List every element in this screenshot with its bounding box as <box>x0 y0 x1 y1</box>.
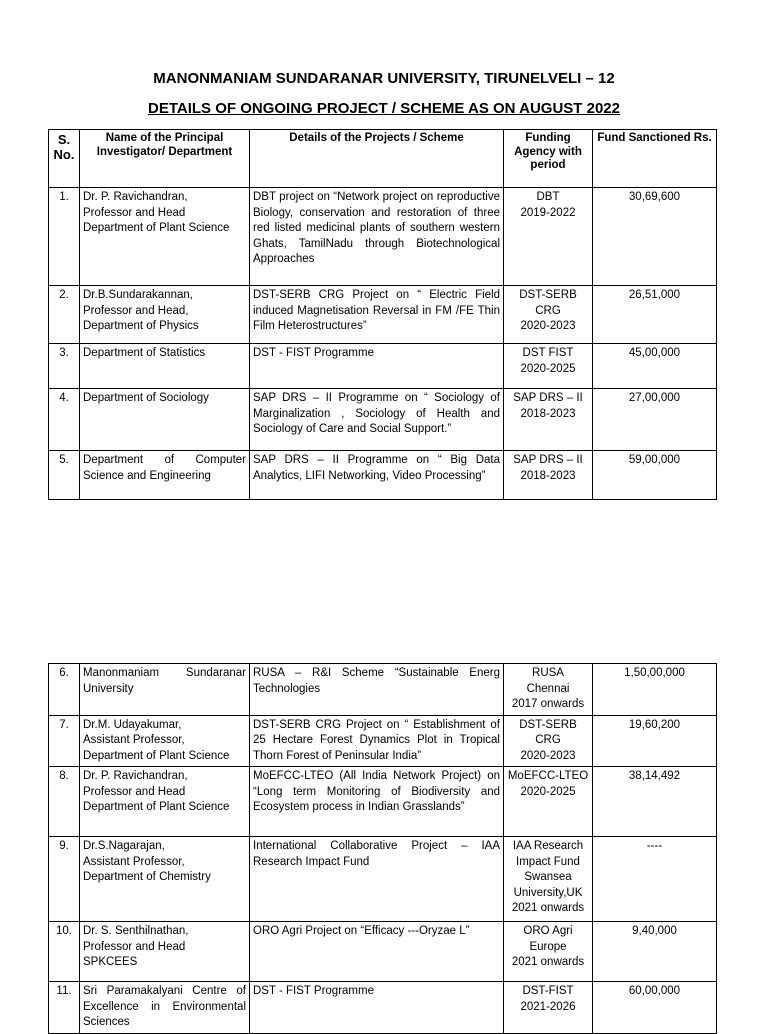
row-fund-sanctioned: 9,40,000 <box>593 922 717 982</box>
table-row <box>49 922 717 982</box>
row-project-details: DST-SERB CRG Project on “ Electric Field induced Magnetisation Reversal in FM /FE Thin Film Heterostructures” <box>250 286 504 344</box>
row-principal-investigator-line: Professor and Head <box>83 785 186 798</box>
row-funding-agency-line: RUSA <box>532 667 564 679</box>
row-sno: 7. <box>49 715 80 767</box>
row-funding-agency-line: DST-FIST <box>522 985 574 997</box>
row-principal-investigator <box>80 389 250 451</box>
row-principal-investigator-line: Dr. S. Senthilnathan, <box>83 925 189 937</box>
row-funding-agency-line: ORO Agri <box>523 925 573 937</box>
university-title: MANONMANIAM SUNDARANAR UNIVERSITY, TIRUNELVELI – 12 <box>153 70 615 87</box>
row-funding-agency-line: Europe <box>529 940 567 953</box>
row-funding-agency-line: IAA Research <box>512 840 584 852</box>
row-principal-investigator <box>80 837 250 922</box>
row-funding-agency <box>504 188 593 286</box>
row-project-details: DST - FIST Programme <box>250 344 504 389</box>
row-fund-sanctioned: 26,51,000 <box>593 286 717 344</box>
row-principal-investigator <box>80 451 250 500</box>
row-principal-investigator <box>80 982 250 1034</box>
row-funding-agency-line: 2018-2023 <box>520 407 576 420</box>
row-fund-sanctioned: 59,00,000 <box>593 451 717 500</box>
row-sno: 8. <box>49 767 80 837</box>
row-principal-investigator-line: Department of Plant Science <box>83 801 230 813</box>
row-project-details: DBT project on “Network project on reproductive Biology, conservation and restoration of three red listed medicinal plants of southern western Ghats, TamilNadu through Biotechnological Approaches <box>250 188 504 286</box>
row-fund-sanctioned: 1,50,00,000 <box>593 664 717 716</box>
row-sno: 2. <box>49 286 80 344</box>
row-funding-agency <box>504 344 593 389</box>
row-funding-agency-line: Impact Fund <box>516 855 580 868</box>
table-row <box>49 837 717 922</box>
row-funding-agency-line: 2020-2023 <box>520 749 576 762</box>
row-funding-agency-line: SAP DRS – II <box>513 392 583 404</box>
row-principal-investigator <box>80 922 250 982</box>
row-principal-investigator-line: Manonmaniam Sundaranar University <box>83 667 246 695</box>
document-subtitle: DETAILS OF ONGOING PROJECT / SCHEME AS ON AUGUST 2022 <box>147 100 620 117</box>
row-principal-investigator <box>80 344 250 389</box>
row-funding-agency-line: DBT <box>536 191 560 203</box>
row-funding-agency-line: DST-SERB <box>519 289 577 301</box>
row-project-details: MoEFCC-LTEO (All India Network Project) on “Long term Monitoring of Biodiversity and Ecosystem process in Indian Grasslands” <box>250 767 504 837</box>
row-project-details: ORO Agri Project on “Efficacy ---Oryzae L” <box>250 922 504 982</box>
row-project-details: RUSA – R&I Scheme “Sustainable Energ Technologies <box>250 664 504 716</box>
row-funding-agency-line: 2020-2025 <box>520 362 576 375</box>
header-funding-agency: Funding Agency with period <box>504 130 593 188</box>
row-project-details: SAP DRS – II Programme on “ Sociology of Marginalization , Sociology of Health and Sociology of Care and Social Support.” <box>250 389 504 451</box>
row-principal-investigator-line: Professor and Head, <box>83 304 189 317</box>
row-funding-agency <box>504 286 593 344</box>
row-funding-agency-line: MoEFCC-LTEO <box>507 770 589 782</box>
table-row <box>49 188 717 286</box>
row-principal-investigator-line: Department of Chemistry <box>83 871 211 883</box>
row-sno: 3. <box>49 344 80 389</box>
header-project-details: Details of the Projects / Scheme <box>250 130 504 188</box>
row-funding-agency <box>504 982 593 1034</box>
row-principal-investigator-line: Assistant Professor, <box>83 734 185 746</box>
row-principal-investigator-line: Dr.M. Udayakumar, <box>83 718 182 731</box>
row-funding-agency-line: 2020-2023 <box>520 320 576 332</box>
row-principal-investigator <box>80 188 250 286</box>
table-row <box>49 982 717 1034</box>
row-principal-investigator <box>80 286 250 344</box>
row-funding-agency <box>504 767 593 837</box>
table-row <box>49 664 717 716</box>
row-funding-agency <box>504 715 593 767</box>
row-sno: 5. <box>49 451 80 500</box>
header-principal-investigator: Name of the Principal Investigator/ Department <box>80 130 250 188</box>
row-principal-investigator-line: Sri Paramakalyani Centre of Excellence in Environmental Sciences <box>83 985 246 1028</box>
row-funding-agency-line: Chennai <box>526 682 570 695</box>
row-funding-agency <box>504 922 593 982</box>
row-funding-agency-line: 2017 onwards <box>511 698 585 710</box>
row-funding-agency-line: DST-SERB <box>519 718 577 731</box>
row-principal-investigator-line: Dr. P. Ravichandran, <box>83 770 188 782</box>
row-sno: 1. <box>49 188 80 286</box>
row-principal-investigator-line: Professor and Head <box>83 206 186 219</box>
table-row <box>49 389 717 451</box>
row-funding-agency <box>504 837 593 922</box>
row-principal-investigator-line: Dr.S.Nagarajan, <box>83 840 165 852</box>
row-fund-sanctioned: 45,00,000 <box>593 344 717 389</box>
projects-table <box>48 129 717 500</box>
row-fund-sanctioned: 19,60,200 <box>593 715 717 767</box>
row-principal-investigator <box>80 664 250 716</box>
row-principal-investigator-line: Assistant Professor, <box>83 855 185 868</box>
table-row <box>49 286 717 344</box>
row-funding-agency-line: Swansea <box>524 871 572 883</box>
row-project-details: DST - FIST Programme <box>250 982 504 1034</box>
row-fund-sanctioned: ---- <box>593 837 717 922</box>
row-funding-agency <box>504 664 593 716</box>
row-principal-investigator <box>80 767 250 837</box>
row-principal-investigator-line: Department of Plant Science <box>83 222 230 234</box>
row-principal-investigator-line: SPKCEES <box>83 956 138 968</box>
row-funding-agency-line: DST FIST <box>522 347 574 359</box>
row-principal-investigator-line: Dr. P. Ravichandran, <box>83 191 188 203</box>
row-fund-sanctioned: 38,14,492 <box>593 767 717 837</box>
row-funding-agency-line: 2021 onwards <box>511 902 585 914</box>
row-sno: 10. <box>49 922 80 982</box>
row-project-details: International Collaborative Project – IAA Research Impact Fund <box>250 837 504 922</box>
row-sno: 11. <box>49 982 80 1034</box>
table-row <box>49 767 717 837</box>
row-sno: 6. <box>49 664 80 716</box>
row-funding-agency-line: University,UK <box>513 886 583 899</box>
row-funding-agency-line: SAP DRS – II <box>513 454 583 466</box>
table-row <box>49 715 717 767</box>
header-sno: S. No. <box>49 130 80 188</box>
row-funding-agency-line: 2020-2025 <box>520 785 576 798</box>
row-principal-investigator-line: Department of Physics <box>83 320 199 332</box>
table-row <box>49 451 717 500</box>
row-sno: 4. <box>49 389 80 451</box>
table-row <box>49 344 717 389</box>
row-principal-investigator-line: Department of Computer Science and Engineering <box>83 454 246 482</box>
row-project-details: SAP DRS – II Programme on “ Big Data Analytics, LIFI Networking, Video Processing” <box>250 451 504 500</box>
row-fund-sanctioned: 27,00,000 <box>593 389 717 451</box>
row-principal-investigator-line: Department of Plant Science <box>83 749 230 762</box>
row-principal-investigator <box>80 715 250 767</box>
header-fund-sanctioned: Fund Sanctioned Rs. <box>593 130 717 188</box>
row-principal-investigator-line: Department of Statistics <box>83 347 206 359</box>
row-sno: 9. <box>49 837 80 922</box>
row-funding-agency-line: 2021-2026 <box>520 1000 576 1013</box>
row-funding-agency-line: 2019-2022 <box>520 206 576 219</box>
row-funding-agency <box>504 451 593 500</box>
row-fund-sanctioned: 30,69,600 <box>593 188 717 286</box>
row-funding-agency-line: 2018-2023 <box>520 469 576 482</box>
row-fund-sanctioned: 60,00,000 <box>593 982 717 1034</box>
projects-table-continued <box>48 663 717 1034</box>
row-principal-investigator-line: Dr.B.Sundarakannan, <box>83 289 193 301</box>
row-principal-investigator-line: Professor and Head <box>83 940 186 953</box>
row-principal-investigator-line: Department of Sociology <box>83 392 209 404</box>
row-project-details: DST-SERB CRG Project on “ Establishment of 25 Hectare Forest Dynamics Plot in Tropical Thorn Forest of Peninsular India” <box>250 715 504 767</box>
row-funding-agency-line: 2021 onwards <box>511 956 585 968</box>
row-funding-agency <box>504 389 593 451</box>
row-funding-agency-line: CRG <box>535 304 561 317</box>
row-funding-agency-line: CRG <box>535 734 561 746</box>
